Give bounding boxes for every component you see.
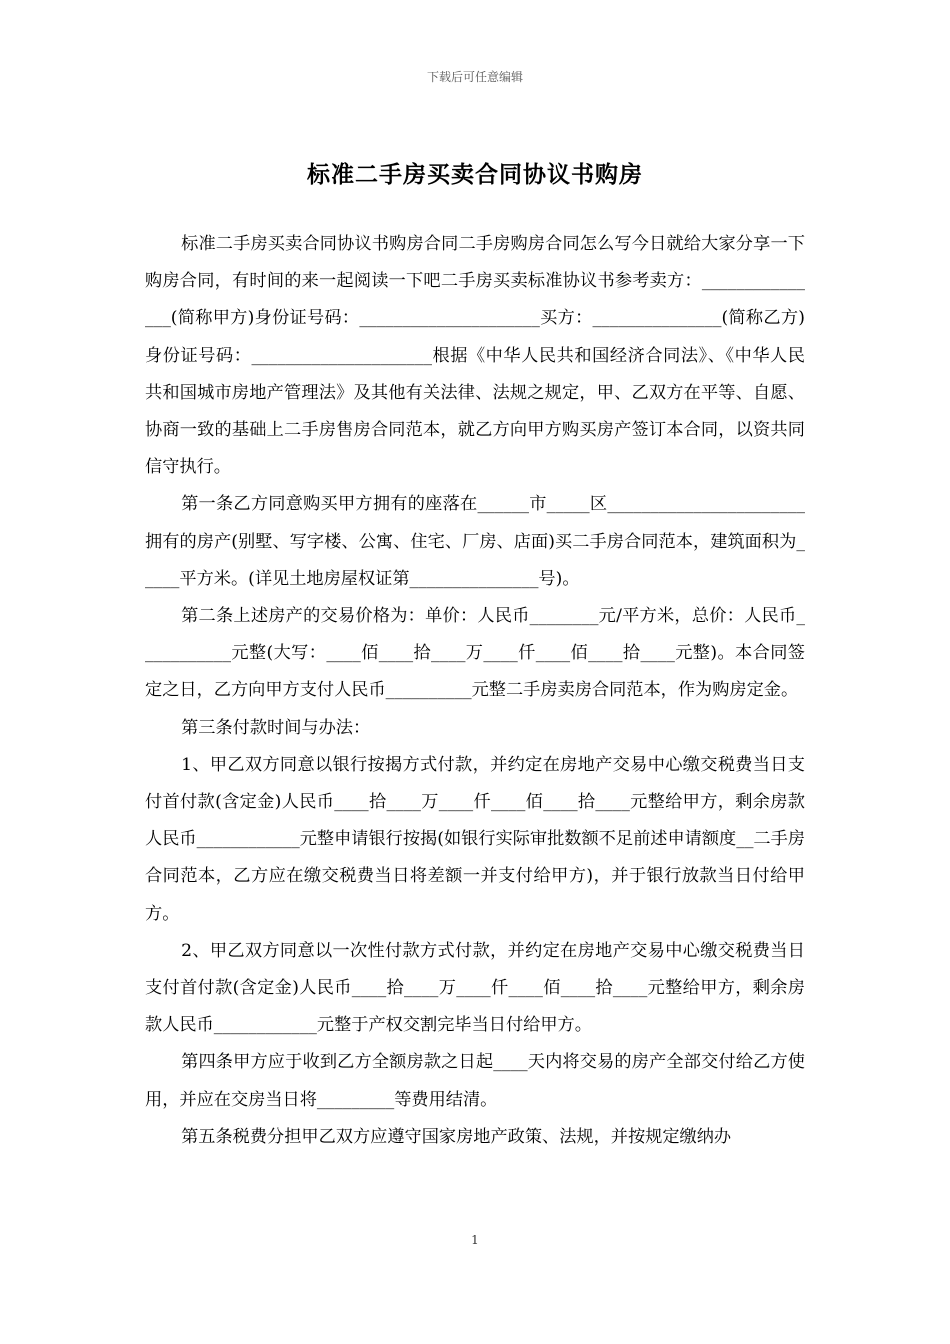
paragraph-article-1: 第一条乙方同意购买甲方拥有的座落在______市_____区_______________________拥有的房产(别墅、写字楼、公寓、住宅、厂房、店面)买二手房合同范本，建筑面积为_____平方米。(详见土地房屋权证第_______________号)。 <box>145 494 805 589</box>
paragraph-article-3-item-2: 2、甲乙双方同意以一次性付款方式付款，并约定在房地产交易中心缴交税费当日支付首付款(含定金)人民币____拾____万____仟____佰____拾____元整给甲方，剩余房款人民币____________元整于产权交割完毕当日付给甲方。 <box>145 940 805 1036</box>
paragraph-article-5: 第五条税费分担甲乙双方应遵守国家房地产政策、法规，并按规定缴纳办 <box>181 1126 732 1147</box>
document-title: 标准二手房买卖合同协议书购房 <box>307 161 643 188</box>
document-body <box>145 226 805 1156</box>
paragraph-article-4: 第四条甲方应于收到乙方全额房款之日起____天内将交易的房产全部交付给乙方使用，并应在交房当日将_________等费用结清。 <box>145 1052 805 1110</box>
paragraph-article-3-item-1: 1、甲乙双方同意以银行按揭方式付款，并约定在房地产交易中心缴交税费当日支付首付款(含定金)人民币____拾____万____仟____佰____拾____元整给甲方，剩余房款人民币____________元整申请银行按揭(如银行实际审批数额不足前述申请额度__二手房合同范本，乙方应在缴交税费当日将差额一并支付给甲方)，并于银行放款当日付给甲方。 <box>145 754 805 924</box>
paragraph-article-2: 第二条上述房产的交易价格为：单价：人民币________元/平方米，总价：人民币___________元整(大写：____佰____拾____万____仟____佰____拾____元整)。本合同签定之日，乙方向甲方支付人民币__________元整二手房卖房合同范本，作为购房定金。 <box>145 606 805 701</box>
page-number: 1 <box>471 1233 479 1247</box>
page-header-note: 下载后可任意编辑 <box>426 70 523 84</box>
paragraph-article-3: 第三条付款时间与办法： <box>181 717 371 738</box>
paragraph-intro: 标准二手房买卖合同协议书购房合同二手房购房合同怎么写今日就给大家分享一下购房合同，有时间的来一起阅读一下吧二手房买卖标准协议书参考卖方：_______________(简称甲方)身份证号码：_____________________买方：_______________(简称乙方)身份证号码：_____________________根据《中华人民共和国经济合同法》、《中华人民共和国城市房地产管理法》及其他有关法律、法规之规定，甲、乙双方在平等、自愿、协商一致的基础上二手房售房合同范本，就乙方向甲方购买房产签订本合同，以资共同信守执行。 <box>145 234 805 478</box>
